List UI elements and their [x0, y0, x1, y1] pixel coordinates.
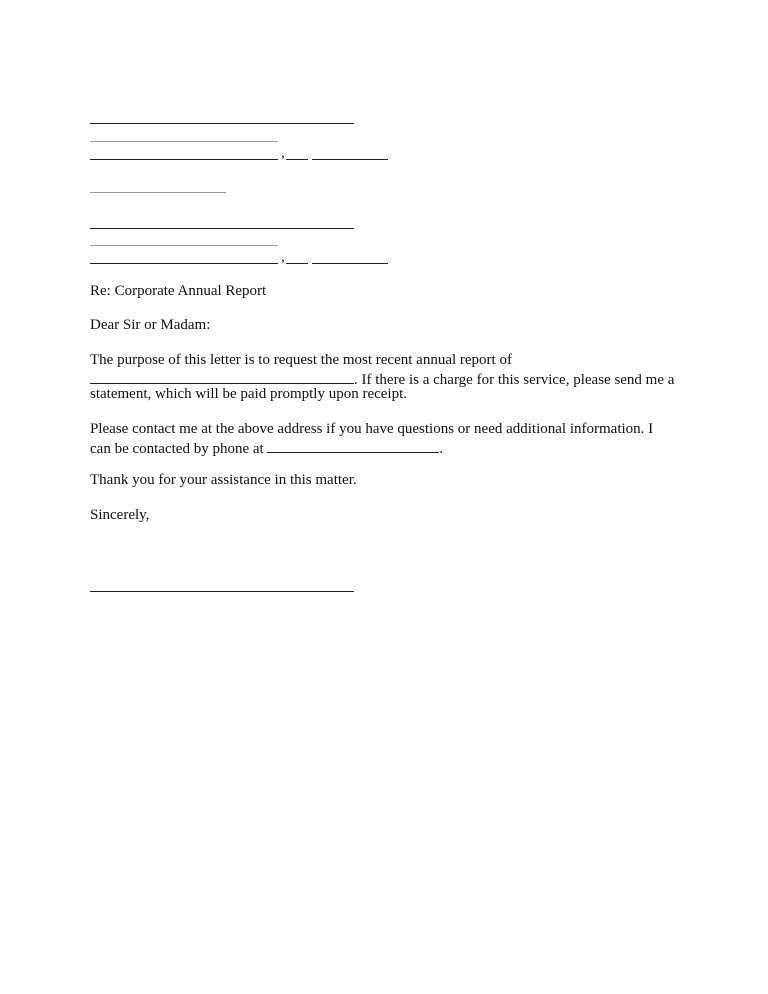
- paragraph-1-line-3: statement, which will be paid promptly upon receipt.: [90, 386, 408, 402]
- recipient-name-line[interactable]: [90, 228, 354, 229]
- paragraph-2-line-1: Please contact me at the above address if you have questions or need additional information. I: [90, 421, 654, 437]
- recipient-comma: ,: [281, 249, 285, 265]
- date-line[interactable]: [90, 192, 226, 193]
- subject-line: Re: Corporate Annual Report: [90, 283, 267, 299]
- paragraph-2-line-2: [90, 438, 443, 458]
- signature-line[interactable]: [90, 591, 354, 592]
- paragraph-2-line-2-text: can be contacted by phone at: [90, 441, 264, 457]
- recipient-state-line[interactable]: [286, 263, 308, 264]
- thank-you-line: Thank you for your assistance in this matter.: [90, 472, 357, 488]
- sender-state-line[interactable]: [286, 159, 308, 160]
- recipient-city-line[interactable]: [90, 263, 278, 264]
- sender-city-line[interactable]: [90, 159, 278, 160]
- recipient-zip-line[interactable]: [312, 263, 388, 264]
- closing: Sincerely,: [90, 507, 150, 523]
- sender-zip-line[interactable]: [312, 159, 388, 160]
- company-name-blank[interactable]: [90, 369, 354, 384]
- paragraph-1-line-1: The purpose of this letter is to request the most recent annual report of: [90, 352, 512, 368]
- recipient-street-line[interactable]: [90, 245, 278, 246]
- paragraph-1-line-2-text: . If there is a charge for this service, please send me a: [354, 372, 675, 388]
- sender-name-line[interactable]: [90, 123, 354, 124]
- salutation: Dear Sir or Madam:: [90, 317, 211, 333]
- sender-street-line[interactable]: [90, 141, 278, 142]
- paragraph-2-period: .: [439, 441, 444, 457]
- phone-number-blank[interactable]: [267, 438, 439, 453]
- sender-comma: ,: [281, 145, 285, 161]
